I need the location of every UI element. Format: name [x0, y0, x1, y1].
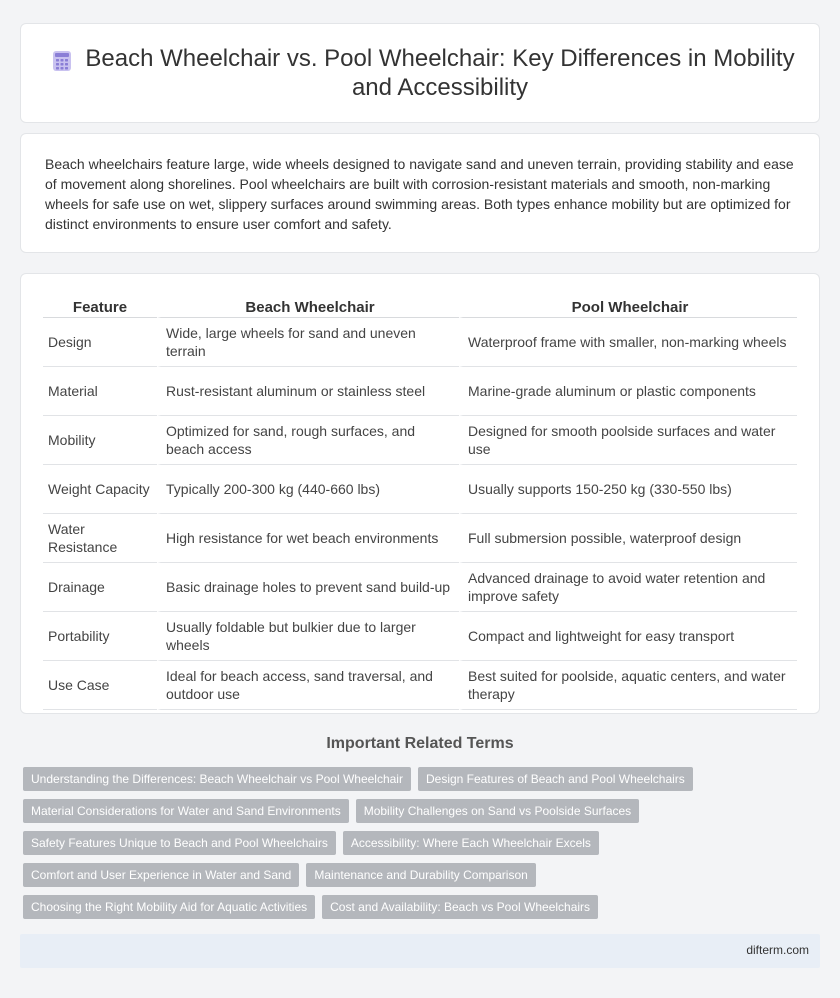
- related-term-link[interactable]: Material Considerations for Water and Sand Environments: [23, 799, 349, 823]
- beach-cell: Rust-resistant aluminum or stainless steel: [157, 367, 459, 416]
- beach-cell: Usually foldable but bulkier due to larger wheels: [157, 612, 459, 661]
- beach-cell: Optimized for sand, rough surfaces, and beach access: [157, 416, 459, 465]
- table-row: [43, 416, 797, 465]
- feature-cell: Water Resistance: [43, 514, 157, 563]
- header-feature: Feature: [43, 294, 157, 318]
- feature-cell: Mobility: [43, 416, 157, 465]
- pool-cell: Marine-grade aluminum or plastic components: [459, 367, 797, 416]
- related-term-link[interactable]: Cost and Availability: Beach vs Pool Wheelchairs: [322, 895, 598, 919]
- footer-site[interactable]: difterm.com: [746, 943, 809, 957]
- pool-cell: Usually supports 150-250 kg (330-550 lbs): [459, 465, 797, 514]
- table-row: [43, 563, 797, 612]
- related-terms-title: Important Related Terms: [326, 735, 514, 752]
- pool-cell: Waterproof frame with smaller, non-marking wheels: [459, 318, 797, 367]
- related-term-link[interactable]: Comfort and User Experience in Water and Sand: [23, 863, 299, 887]
- related-terms-list: [23, 767, 803, 919]
- pool-cell: Advanced drainage to avoid water retention and improve safety: [459, 563, 797, 612]
- footer: [20, 934, 820, 968]
- comparison-table-card: [20, 273, 820, 714]
- feature-cell: Drainage: [43, 563, 157, 612]
- beach-cell: Wide, large wheels for sand and uneven terrain: [157, 318, 459, 367]
- table-row: [43, 318, 797, 367]
- page-title: Beach Wheelchair vs. Pool Wheelchair: Key Differences in Mobility and Accessibility: [85, 45, 795, 101]
- related-term-link[interactable]: Understanding the Differences: Beach Wheelchair vs Pool Wheelchair: [23, 767, 411, 791]
- beach-cell: Basic drainage holes to prevent sand build-up: [157, 563, 459, 612]
- table-row: [43, 612, 797, 661]
- header-beach-wheelchair: Beach Wheelchair: [157, 294, 459, 318]
- pool-cell: Full submersion possible, waterproof design: [459, 514, 797, 563]
- beach-cell: Typically 200-300 kg (440-660 lbs): [157, 465, 459, 514]
- related-term-link[interactable]: Choosing the Right Mobility Aid for Aquatic Activities: [23, 895, 315, 919]
- table-row: [43, 661, 797, 710]
- beach-cell: High resistance for wet beach environments: [157, 514, 459, 563]
- intro-paragraph: Beach wheelchairs feature large, wide wheels designed to navigate sand and uneven terrain, providing stability and ease of movement along shorelines. Pool wheelchairs are built with corrosion-resistant materials and smooth, non-marking wheels for safe use on wet, slippery surfaces around swimming areas. Both types enhance mobility but are optimized for distinct environments to ensure user comfort and safety.: [45, 156, 794, 232]
- related-term-link[interactable]: Accessibility: Where Each Wheelchair Excels: [343, 831, 599, 855]
- related-term-link[interactable]: Safety Features Unique to Beach and Pool Wheelchairs: [23, 831, 336, 855]
- table-row: [43, 465, 797, 514]
- feature-cell: Portability: [43, 612, 157, 661]
- feature-cell: Design: [43, 318, 157, 367]
- related-term-link[interactable]: Maintenance and Durability Comparison: [306, 863, 535, 887]
- related-term-link[interactable]: Design Features of Beach and Pool Wheelchairs: [418, 767, 693, 791]
- beach-cell: Ideal for beach access, sand traversal, and outdoor use: [157, 661, 459, 710]
- feature-cell: Weight Capacity: [43, 465, 157, 514]
- feature-cell: Use Case: [43, 661, 157, 710]
- table-header-row: [43, 294, 797, 318]
- pool-cell: Best suited for poolside, aquatic centers, and water therapy: [459, 661, 797, 710]
- pool-cell: Compact and lightweight for easy transport: [459, 612, 797, 661]
- header-pool-wheelchair: Pool Wheelchair: [459, 294, 797, 318]
- comparison-table: [43, 294, 797, 710]
- intro-card: [20, 133, 820, 253]
- header-card: [20, 23, 820, 123]
- pool-cell: Designed for smooth poolside surfaces and water use: [459, 416, 797, 465]
- feature-cell: Material: [43, 367, 157, 416]
- table-row: [43, 514, 797, 563]
- related-term-link[interactable]: Mobility Challenges on Sand vs Poolside Surfaces: [356, 799, 639, 823]
- table-row: [43, 367, 797, 416]
